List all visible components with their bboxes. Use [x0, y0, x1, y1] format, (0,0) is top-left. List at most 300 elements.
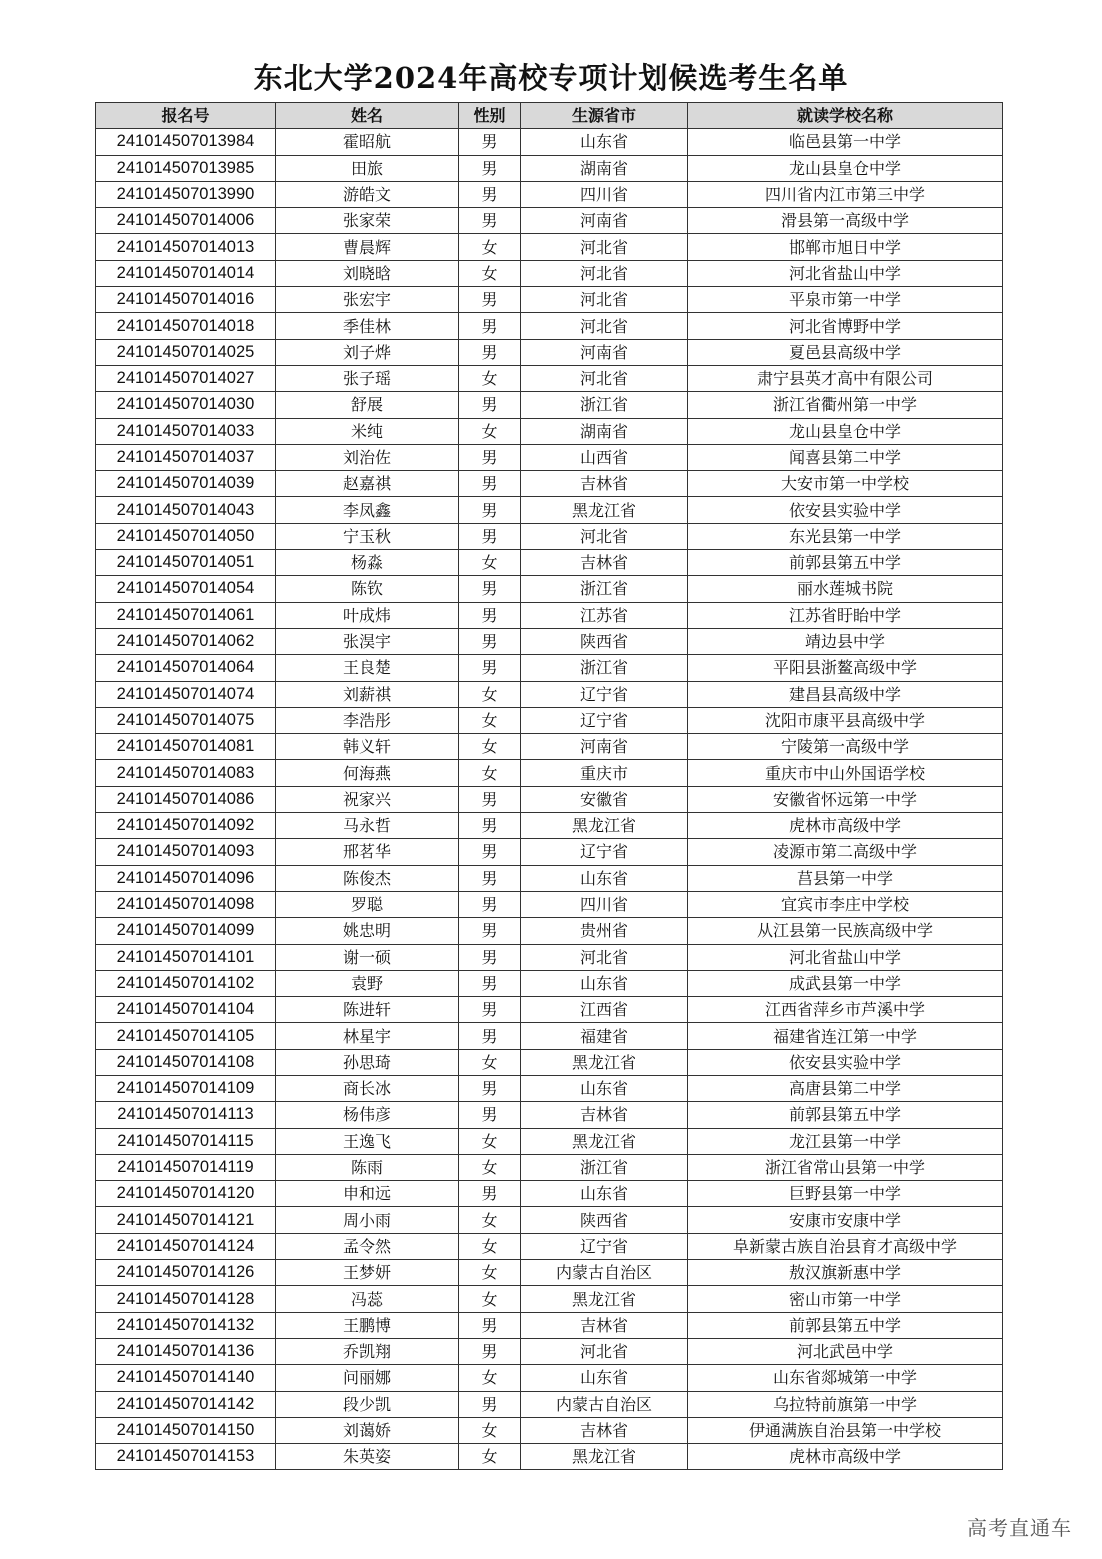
province-cell: 内蒙古自治区	[521, 1260, 688, 1286]
school-cell: 平阳县浙鳌高级中学	[688, 655, 1003, 681]
name-cell: 韩义轩	[276, 734, 459, 760]
registration-number-cell: 241014507014013	[96, 234, 276, 260]
school-cell: 龙山县皇仓中学	[688, 418, 1003, 444]
school-cell: 乌拉特前旗第一中学	[688, 1391, 1003, 1417]
gender-cell: 女	[459, 1444, 521, 1470]
gender-cell: 男	[459, 1075, 521, 1101]
school-cell: 从江县第一民族高级中学	[688, 918, 1003, 944]
gender-cell: 女	[459, 418, 521, 444]
gender-cell: 男	[459, 576, 521, 602]
registration-number-cell: 241014507014064	[96, 655, 276, 681]
gender-cell: 男	[459, 918, 521, 944]
school-cell: 沈阳市康平县高级中学	[688, 707, 1003, 733]
gender-cell: 女	[459, 1233, 521, 1259]
candidate-table	[95, 102, 1003, 1470]
registration-number-cell: 241014507014051	[96, 550, 276, 576]
school-cell: 邯郸市旭日中学	[688, 234, 1003, 260]
province-cell: 湖南省	[521, 155, 688, 181]
province-cell: 湖南省	[521, 418, 688, 444]
table-row	[96, 734, 1003, 760]
school-cell: 丽水莲城书院	[688, 576, 1003, 602]
school-cell: 虎林市高级中学	[688, 1444, 1003, 1470]
school-cell: 大安市第一中学校	[688, 471, 1003, 497]
province-cell: 山东省	[521, 129, 688, 155]
province-cell: 吉林省	[521, 1417, 688, 1443]
gender-cell: 女	[459, 234, 521, 260]
gender-cell: 男	[459, 129, 521, 155]
gender-cell: 女	[459, 1417, 521, 1443]
gender-cell: 男	[459, 628, 521, 654]
col-header-gender: 性别	[459, 103, 521, 129]
province-cell: 河北省	[521, 287, 688, 313]
table-row	[96, 707, 1003, 733]
name-cell: 祝家兴	[276, 786, 459, 812]
name-cell: 曹晨辉	[276, 234, 459, 260]
name-cell: 陈俊杰	[276, 865, 459, 891]
registration-number-cell: 241014507014083	[96, 760, 276, 786]
school-cell: 山东省郯城第一中学	[688, 1365, 1003, 1391]
gender-cell: 男	[459, 181, 521, 207]
province-cell: 内蒙古自治区	[521, 1391, 688, 1417]
gender-cell: 男	[459, 287, 521, 313]
gender-cell: 女	[459, 734, 521, 760]
table-row	[96, 313, 1003, 339]
name-cell: 王鹏博	[276, 1312, 459, 1338]
school-cell: 浙江省衢州第一中学	[688, 392, 1003, 418]
table-row	[96, 918, 1003, 944]
registration-number-cell: 241014507014096	[96, 865, 276, 891]
name-cell: 游皓文	[276, 181, 459, 207]
name-cell: 张子瑶	[276, 365, 459, 391]
province-cell: 浙江省	[521, 576, 688, 602]
province-cell: 黑龙江省	[521, 1049, 688, 1075]
col-header-province: 生源省市	[521, 103, 688, 129]
table-row	[96, 418, 1003, 444]
table-row	[96, 339, 1003, 365]
registration-number-cell: 241014507014043	[96, 497, 276, 523]
school-cell: 依安县实验中学	[688, 1049, 1003, 1075]
school-cell: 浙江省常山县第一中学	[688, 1154, 1003, 1180]
table-row	[96, 813, 1003, 839]
table-row	[96, 550, 1003, 576]
gender-cell: 男	[459, 1023, 521, 1049]
name-cell: 张家荣	[276, 208, 459, 234]
name-cell: 刘蔼娇	[276, 1417, 459, 1443]
province-cell: 辽宁省	[521, 707, 688, 733]
province-cell: 黑龙江省	[521, 813, 688, 839]
name-cell: 陈进轩	[276, 997, 459, 1023]
school-cell: 安康市安康中学	[688, 1207, 1003, 1233]
gender-cell: 女	[459, 1260, 521, 1286]
registration-number-cell: 241014507014025	[96, 339, 276, 365]
gender-cell: 男	[459, 1312, 521, 1338]
name-cell: 冯蕊	[276, 1286, 459, 1312]
name-cell: 田旅	[276, 155, 459, 181]
table-body	[96, 129, 1003, 1470]
registration-number-cell: 241014507014120	[96, 1181, 276, 1207]
gender-cell: 男	[459, 497, 521, 523]
province-cell: 辽宁省	[521, 681, 688, 707]
registration-number-cell: 241014507014093	[96, 839, 276, 865]
name-cell: 罗聪	[276, 891, 459, 917]
registration-number-cell: 241014507014109	[96, 1075, 276, 1101]
school-cell: 前郭县第五中学	[688, 1312, 1003, 1338]
gender-cell: 女	[459, 681, 521, 707]
province-cell: 福建省	[521, 1023, 688, 1049]
table-row	[96, 155, 1003, 181]
table-row	[96, 786, 1003, 812]
gender-cell: 男	[459, 655, 521, 681]
table-row	[96, 208, 1003, 234]
table-row	[96, 655, 1003, 681]
name-cell: 周小雨	[276, 1207, 459, 1233]
school-cell: 河北省博野中学	[688, 313, 1003, 339]
table-row	[96, 760, 1003, 786]
province-cell: 江西省	[521, 997, 688, 1023]
table-row	[96, 1102, 1003, 1128]
school-cell: 安徽省怀远第一中学	[688, 786, 1003, 812]
province-cell: 山东省	[521, 1075, 688, 1101]
registration-number-cell: 241014507014054	[96, 576, 276, 602]
school-cell: 建昌县高级中学	[688, 681, 1003, 707]
table-row	[96, 287, 1003, 313]
registration-number-cell: 241014507014030	[96, 392, 276, 418]
gender-cell: 男	[459, 839, 521, 865]
table-row	[96, 891, 1003, 917]
name-cell: 宁玉秋	[276, 523, 459, 549]
name-cell: 叶成炜	[276, 602, 459, 628]
province-cell: 四川省	[521, 181, 688, 207]
province-cell: 陕西省	[521, 628, 688, 654]
registration-number-cell: 241014507014119	[96, 1154, 276, 1180]
registration-number-cell: 241014507013984	[96, 129, 276, 155]
registration-number-cell: 241014507014098	[96, 891, 276, 917]
province-cell: 河北省	[521, 260, 688, 286]
table-row	[96, 234, 1003, 260]
table-row	[96, 576, 1003, 602]
province-cell: 河北省	[521, 944, 688, 970]
registration-number-cell: 241014507014140	[96, 1365, 276, 1391]
province-cell: 重庆市	[521, 760, 688, 786]
name-cell: 陈钦	[276, 576, 459, 602]
name-cell: 姚忠明	[276, 918, 459, 944]
school-cell: 重庆市中山外国语学校	[688, 760, 1003, 786]
table-row	[96, 839, 1003, 865]
table-row	[96, 1444, 1003, 1470]
registration-number-cell: 241014507014037	[96, 444, 276, 470]
province-cell: 江苏省	[521, 602, 688, 628]
name-cell: 商长冰	[276, 1075, 459, 1101]
table-row	[96, 1260, 1003, 1286]
province-cell: 浙江省	[521, 392, 688, 418]
gender-cell: 男	[459, 891, 521, 917]
gender-cell: 女	[459, 760, 521, 786]
gender-cell: 男	[459, 155, 521, 181]
name-cell: 陈雨	[276, 1154, 459, 1180]
name-cell: 杨淼	[276, 550, 459, 576]
school-cell: 闻喜县第二中学	[688, 444, 1003, 470]
table-row	[96, 471, 1003, 497]
school-cell: 河北武邑中学	[688, 1338, 1003, 1364]
province-cell: 山东省	[521, 1181, 688, 1207]
gender-cell: 女	[459, 1128, 521, 1154]
school-cell: 敖汉旗新惠中学	[688, 1260, 1003, 1286]
table-row	[96, 129, 1003, 155]
school-cell: 凌源市第二高级中学	[688, 839, 1003, 865]
registration-number-cell: 241014507014075	[96, 707, 276, 733]
gender-cell: 男	[459, 392, 521, 418]
registration-number-cell: 241014507014061	[96, 602, 276, 628]
registration-number-cell: 241014507014081	[96, 734, 276, 760]
province-cell: 山东省	[521, 970, 688, 996]
school-cell: 河北省盐山中学	[688, 260, 1003, 286]
gender-cell: 男	[459, 944, 521, 970]
province-cell: 辽宁省	[521, 839, 688, 865]
name-cell: 谢一硕	[276, 944, 459, 970]
gender-cell: 女	[459, 1049, 521, 1075]
school-cell: 宁陵第一高级中学	[688, 734, 1003, 760]
col-header-school: 就读学校名称	[688, 103, 1003, 129]
gender-cell: 男	[459, 208, 521, 234]
school-cell: 高唐县第二中学	[688, 1075, 1003, 1101]
registration-number-cell: 241014507014016	[96, 287, 276, 313]
province-cell: 黑龙江省	[521, 497, 688, 523]
province-cell: 黑龙江省	[521, 1286, 688, 1312]
table-row	[96, 1365, 1003, 1391]
table-row	[96, 497, 1003, 523]
name-cell: 申和远	[276, 1181, 459, 1207]
name-cell: 杨伟彦	[276, 1102, 459, 1128]
school-cell: 河北省盐山中学	[688, 944, 1003, 970]
gender-cell: 男	[459, 602, 521, 628]
name-cell: 孟令然	[276, 1233, 459, 1259]
table-row	[96, 997, 1003, 1023]
gender-cell: 女	[459, 260, 521, 286]
table-header-row	[96, 103, 1003, 129]
name-cell: 季佳林	[276, 313, 459, 339]
registration-number-cell: 241014507014153	[96, 1444, 276, 1470]
gender-cell: 女	[459, 707, 521, 733]
table-row	[96, 628, 1003, 654]
name-cell: 张淏宇	[276, 628, 459, 654]
province-cell: 陕西省	[521, 1207, 688, 1233]
table-row	[96, 1286, 1003, 1312]
table-row	[96, 444, 1003, 470]
gender-cell: 女	[459, 1207, 521, 1233]
province-cell: 贵州省	[521, 918, 688, 944]
school-cell: 密山市第一中学	[688, 1286, 1003, 1312]
school-cell: 肃宁县英才高中有限公司	[688, 365, 1003, 391]
table-row	[96, 970, 1003, 996]
registration-number-cell: 241014507014039	[96, 471, 276, 497]
gender-cell: 女	[459, 1365, 521, 1391]
province-cell: 四川省	[521, 891, 688, 917]
gender-cell: 男	[459, 1181, 521, 1207]
gender-cell: 男	[459, 1102, 521, 1128]
name-cell: 袁野	[276, 970, 459, 996]
registration-number-cell: 241014507014033	[96, 418, 276, 444]
registration-number-cell: 241014507014150	[96, 1417, 276, 1443]
name-cell: 王梦妍	[276, 1260, 459, 1286]
name-cell: 刘晓晗	[276, 260, 459, 286]
gender-cell: 女	[459, 1286, 521, 1312]
gender-cell: 男	[459, 1338, 521, 1364]
table-row	[96, 260, 1003, 286]
name-cell: 米纯	[276, 418, 459, 444]
table-row	[96, 1023, 1003, 1049]
table-row	[96, 1338, 1003, 1364]
registration-number-cell: 241014507014142	[96, 1391, 276, 1417]
gender-cell: 女	[459, 1154, 521, 1180]
school-cell: 巨野县第一中学	[688, 1181, 1003, 1207]
school-cell: 靖边县中学	[688, 628, 1003, 654]
name-cell: 李凤鑫	[276, 497, 459, 523]
name-cell: 舒展	[276, 392, 459, 418]
school-cell: 阜新蒙古族自治县育才高级中学	[688, 1233, 1003, 1259]
province-cell: 河南省	[521, 208, 688, 234]
table-row	[96, 602, 1003, 628]
gender-cell: 女	[459, 550, 521, 576]
registration-number-cell: 241014507014113	[96, 1102, 276, 1128]
province-cell: 山西省	[521, 444, 688, 470]
table-row	[96, 944, 1003, 970]
province-cell: 河北省	[521, 365, 688, 391]
school-cell: 龙山县皇仓中学	[688, 155, 1003, 181]
gender-cell: 男	[459, 970, 521, 996]
school-cell: 滑县第一高级中学	[688, 208, 1003, 234]
gender-cell: 男	[459, 471, 521, 497]
province-cell: 山东省	[521, 865, 688, 891]
table-row	[96, 365, 1003, 391]
watermark: 高考直通车	[967, 1516, 1072, 1540]
name-cell: 孙思琦	[276, 1049, 459, 1075]
school-cell: 宜宾市李庄中学校	[688, 891, 1003, 917]
table-row	[96, 1154, 1003, 1180]
school-cell: 龙江县第一中学	[688, 1128, 1003, 1154]
registration-number-cell: 241014507014062	[96, 628, 276, 654]
province-cell: 河南省	[521, 339, 688, 365]
table-row	[96, 1391, 1003, 1417]
registration-number-cell: 241014507014136	[96, 1338, 276, 1364]
province-cell: 河北省	[521, 523, 688, 549]
gender-cell: 男	[459, 813, 521, 839]
province-cell: 河北省	[521, 313, 688, 339]
province-cell: 吉林省	[521, 550, 688, 576]
name-cell: 王逸飞	[276, 1128, 459, 1154]
province-cell: 浙江省	[521, 1154, 688, 1180]
table-row	[96, 1181, 1003, 1207]
name-cell: 朱英姿	[276, 1444, 459, 1470]
school-cell: 福建省连江第一中学	[688, 1023, 1003, 1049]
table-row	[96, 1312, 1003, 1338]
gender-cell: 男	[459, 339, 521, 365]
table-row	[96, 1049, 1003, 1075]
name-cell: 马永哲	[276, 813, 459, 839]
registration-number-cell: 241014507014014	[96, 260, 276, 286]
registration-number-cell: 241014507014092	[96, 813, 276, 839]
school-cell: 四川省内江市第三中学	[688, 181, 1003, 207]
table-row	[96, 181, 1003, 207]
col-header-name: 姓名	[276, 103, 459, 129]
name-cell: 何海燕	[276, 760, 459, 786]
school-cell: 夏邑县高级中学	[688, 339, 1003, 365]
col-header-registration-number: 报名号	[96, 103, 276, 129]
province-cell: 吉林省	[521, 471, 688, 497]
school-cell: 成武县第一中学	[688, 970, 1003, 996]
school-cell: 平泉市第一中学	[688, 287, 1003, 313]
province-cell: 浙江省	[521, 655, 688, 681]
registration-number-cell: 241014507014099	[96, 918, 276, 944]
registration-number-cell: 241014507014104	[96, 997, 276, 1023]
name-cell: 刘治佐	[276, 444, 459, 470]
table-row	[96, 1417, 1003, 1443]
registration-number-cell: 241014507014074	[96, 681, 276, 707]
province-cell: 黑龙江省	[521, 1444, 688, 1470]
gender-cell: 男	[459, 444, 521, 470]
province-cell: 吉林省	[521, 1312, 688, 1338]
gender-cell: 男	[459, 313, 521, 339]
province-cell: 辽宁省	[521, 1233, 688, 1259]
table-row	[96, 1233, 1003, 1259]
name-cell: 赵嘉祺	[276, 471, 459, 497]
province-cell: 河南省	[521, 734, 688, 760]
table-row	[96, 523, 1003, 549]
registration-number-cell: 241014507013985	[96, 155, 276, 181]
registration-number-cell: 241014507014006	[96, 208, 276, 234]
name-cell: 刘薪祺	[276, 681, 459, 707]
gender-cell: 男	[459, 523, 521, 549]
registration-number-cell: 241014507014115	[96, 1128, 276, 1154]
name-cell: 问丽娜	[276, 1365, 459, 1391]
table-row	[96, 392, 1003, 418]
registration-number-cell: 241014507014126	[96, 1260, 276, 1286]
table-row	[96, 1128, 1003, 1154]
school-cell: 虎林市高级中学	[688, 813, 1003, 839]
province-cell: 吉林省	[521, 1102, 688, 1128]
school-cell: 东光县第一中学	[688, 523, 1003, 549]
registration-number-cell: 241014507013990	[96, 181, 276, 207]
page-title: 东北大学2024年高校专项计划候选考生名单	[253, 61, 849, 95]
school-cell: 依安县实验中学	[688, 497, 1003, 523]
school-cell: 伊通满族自治县第一中学校	[688, 1417, 1003, 1443]
table-row	[96, 1207, 1003, 1233]
gender-cell: 女	[459, 365, 521, 391]
name-cell: 乔凯翔	[276, 1338, 459, 1364]
registration-number-cell: 241014507014102	[96, 970, 276, 996]
gender-cell: 男	[459, 997, 521, 1023]
registration-number-cell: 241014507014108	[96, 1049, 276, 1075]
school-cell: 前郭县第五中学	[688, 550, 1003, 576]
registration-number-cell: 241014507014105	[96, 1023, 276, 1049]
province-cell: 山东省	[521, 1365, 688, 1391]
registration-number-cell: 241014507014124	[96, 1233, 276, 1259]
registration-number-cell: 241014507014128	[96, 1286, 276, 1312]
name-cell: 李浩彤	[276, 707, 459, 733]
name-cell: 刘子烨	[276, 339, 459, 365]
school-cell: 江西省萍乡市芦溪中学	[688, 997, 1003, 1023]
school-cell: 江苏省盱眙中学	[688, 602, 1003, 628]
name-cell: 林星宇	[276, 1023, 459, 1049]
name-cell: 王良楚	[276, 655, 459, 681]
table-row	[96, 681, 1003, 707]
gender-cell: 男	[459, 786, 521, 812]
gender-cell: 男	[459, 865, 521, 891]
table-row	[96, 1075, 1003, 1101]
registration-number-cell: 241014507014132	[96, 1312, 276, 1338]
registration-number-cell: 241014507014050	[96, 523, 276, 549]
registration-number-cell: 241014507014018	[96, 313, 276, 339]
province-cell: 河北省	[521, 234, 688, 260]
